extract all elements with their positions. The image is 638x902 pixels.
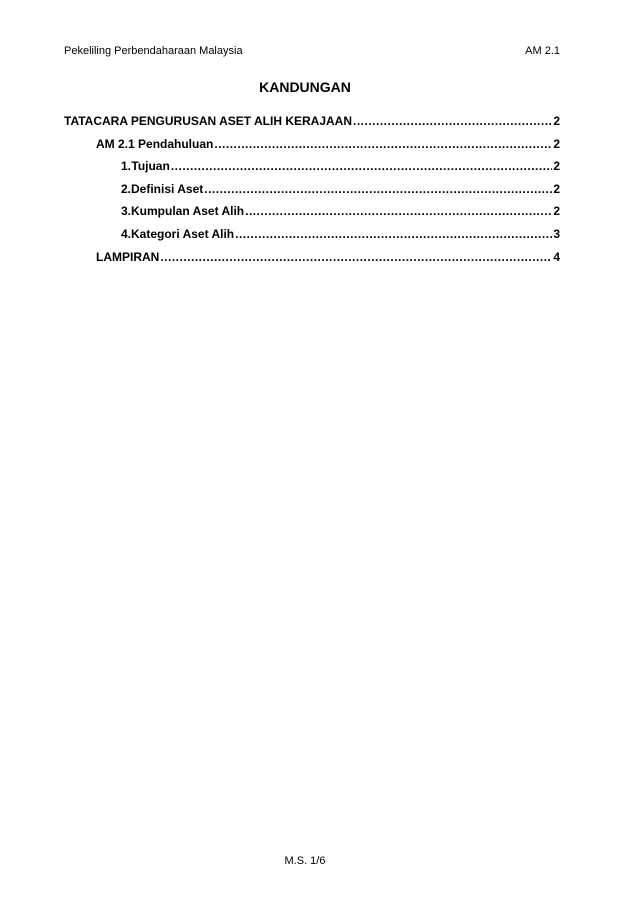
toc-entry-text: Kategori Aset Alih [131, 226, 235, 241]
toc-entry-tatacara[interactable] [64, 110, 560, 133]
toc-entry-text: AM 2.1 Pendahuluan [96, 136, 214, 151]
toc-heading: KANDUNGAN [259, 79, 351, 95]
toc-entry-number: 2. [121, 181, 132, 196]
toc-entry-text: TATACARA PENGURUSAN ASET ALIH KERAJAAN [64, 114, 352, 128]
toc-entry-tujuan[interactable] [64, 155, 560, 178]
running-header-title: Pekeliling Perbendaharaan Malaysia [64, 45, 243, 57]
toc-leader-dots [353, 110, 552, 133]
toc-entry-page: 2 [553, 114, 560, 128]
toc-entry-text: Definisi Aset [131, 181, 204, 196]
toc-leader-dots [245, 200, 552, 223]
table-of-contents [64, 110, 560, 268]
toc-entry-definisi-aset[interactable] [64, 178, 560, 201]
page-number: M.S. 1/6 [284, 855, 326, 867]
toc-entry-page: 2 [553, 181, 560, 196]
toc-leader-dots [171, 155, 553, 178]
toc-entry-kumpulan-aset-alih[interactable] [64, 200, 560, 223]
toc-entry-text: LAMPIRAN [96, 249, 160, 264]
toc-leader-dots [204, 178, 552, 201]
toc-entry-kategori-aset-alih[interactable] [64, 223, 560, 246]
toc-entry-number: 1. [121, 159, 132, 174]
toc-entry-page: 4 [553, 249, 560, 264]
toc-leader-dots [160, 246, 552, 269]
toc-entry-number: 3. [121, 204, 132, 219]
toc-entry-lampiran[interactable] [64, 246, 560, 269]
toc-leader-dots [214, 133, 552, 156]
toc-entry-page: 2 [553, 136, 560, 151]
toc-entry-pendahuluan[interactable] [64, 133, 560, 156]
toc-entry-page: 2 [553, 204, 560, 219]
toc-entry-text: Kumpulan Aset Alih [131, 204, 245, 219]
toc-entry-number: 4. [121, 226, 132, 241]
toc-entry-text: Tujuan [131, 159, 170, 174]
toc-entry-page: 2 [553, 159, 560, 174]
running-header-code: AM 2.1 [525, 45, 560, 57]
toc-leader-dots [235, 223, 552, 246]
toc-entry-page: 3 [553, 226, 560, 241]
